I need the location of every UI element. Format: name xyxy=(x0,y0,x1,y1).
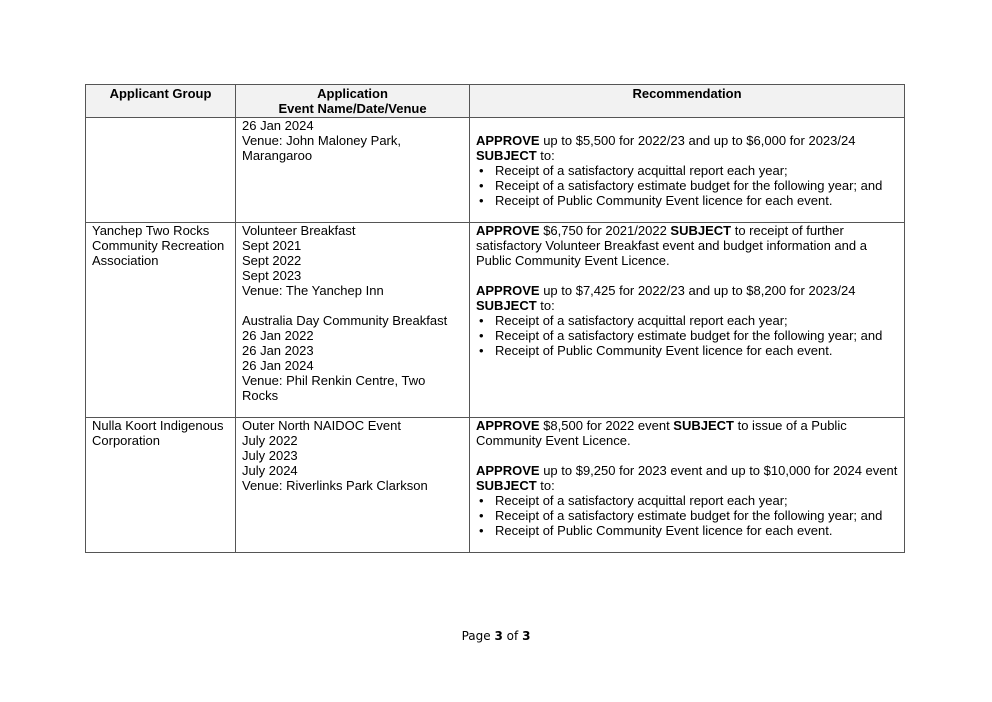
table-header-row xyxy=(86,85,905,118)
subject-text: to: xyxy=(536,298,555,313)
subject-text: Public Community Event Licence. xyxy=(476,253,670,268)
page-total: 3 xyxy=(522,629,531,643)
list-item: • Receipt of Public Community Event licence for each event. xyxy=(476,343,898,358)
recommendation-approve-paragraph xyxy=(476,133,898,163)
approve-keyword: APPROVE xyxy=(476,418,540,433)
event-line: July 2022 xyxy=(242,433,298,448)
event-line: 26 Jan 2024 xyxy=(242,118,314,133)
header-applicant-label: Applicant Group xyxy=(109,86,212,101)
applicant-cell xyxy=(86,223,236,418)
event-line: Australia Day Community Breakfast xyxy=(242,313,448,328)
subject-text: to: xyxy=(536,148,555,163)
list-item: • Receipt of a satisfactory acquittal report each year; xyxy=(476,163,898,178)
event-line: Sept 2022 xyxy=(242,253,302,268)
recommendation-first-paragraph xyxy=(476,223,898,268)
list-item: • Receipt of a satisfactory acquittal report each year; xyxy=(476,493,898,508)
event-line: Outer North NAIDOC Event xyxy=(242,418,401,433)
event-line: Sept 2023 xyxy=(242,268,302,283)
event-line: Rocks xyxy=(242,388,279,403)
grants-table xyxy=(85,84,905,553)
approve-text: $6,750 for 2021/2022 xyxy=(539,223,671,238)
subject-keyword: SUBJECT xyxy=(673,418,734,433)
event-line: July 2024 xyxy=(242,463,298,478)
header-application xyxy=(236,85,470,118)
event-cell xyxy=(236,118,470,223)
event-cell xyxy=(236,418,470,553)
event-line: 26 Jan 2022 xyxy=(242,328,314,343)
conditions-list xyxy=(476,493,898,538)
conditions-list xyxy=(476,313,898,358)
approve-keyword: APPROVE xyxy=(476,133,540,148)
header-applicant-group xyxy=(86,85,236,118)
applicant-line: Nulla Koort Indigenous xyxy=(92,418,224,433)
event-line: Marangaroo xyxy=(242,148,313,163)
subject-keyword: SUBJECT xyxy=(476,298,537,313)
applicant-line: Corporation xyxy=(92,433,160,448)
list-item: • Receipt of a satisfactory acquittal report each year; xyxy=(476,313,898,328)
subject-text: satisfactory Volunteer Breakfast event and budget information and a xyxy=(476,238,867,253)
approve-text: $8,500 for 2022 event xyxy=(539,418,674,433)
recommendation-approve-paragraph xyxy=(476,283,898,313)
approve-text: up to $7,425 for 2022/23 and up to $8,200 for 2023/24 xyxy=(539,283,856,298)
list-item: • Receipt of a satisfactory estimate budget for the following year; and xyxy=(476,508,898,523)
applicant-line: Community Recreation xyxy=(92,238,225,253)
subject-keyword: SUBJECT xyxy=(670,223,732,238)
recommendation-approve-paragraph xyxy=(476,463,898,493)
applicant-line: Association xyxy=(92,253,159,268)
subject-keyword: SUBJECT xyxy=(476,148,537,163)
approve-keyword: APPROVE xyxy=(476,283,540,298)
header-recommendation xyxy=(470,85,905,118)
event-line: Venue: John Maloney Park, xyxy=(242,133,401,148)
applicant-cell xyxy=(86,418,236,553)
list-item: • Receipt of a satisfactory estimate budget for the following year; and xyxy=(476,178,898,193)
event-line: Venue: The Yanchep Inn xyxy=(242,283,384,298)
subject-keyword: SUBJECT xyxy=(476,478,537,493)
event-line: Volunteer Breakfast xyxy=(242,223,356,238)
recommendation-cell xyxy=(470,418,905,553)
approve-text: up to $5,500 for 2022/23 and up to $6,000 for 2023/24 xyxy=(539,133,856,148)
recommendation-cell xyxy=(470,223,905,418)
page-current: 3 xyxy=(494,629,503,643)
approve-text: up to $9,250 for 2023 event and up to $10,000 for 2024 event xyxy=(539,463,898,478)
header-application-line1: Application xyxy=(317,86,388,101)
applicant-line: Yanchep Two Rocks xyxy=(92,223,210,238)
event-line: 26 Jan 2023 xyxy=(242,343,314,358)
conditions-list xyxy=(476,163,898,208)
list-item: • Receipt of Public Community Event licence for each event. xyxy=(476,193,898,208)
applicant-cell xyxy=(86,118,236,223)
approve-keyword: APPROVE xyxy=(476,463,540,478)
event-cell xyxy=(236,223,470,418)
page-of: of xyxy=(506,629,519,643)
table-row xyxy=(86,118,905,223)
event-line: Venue: Riverlinks Park Clarkson xyxy=(242,478,428,493)
table-row xyxy=(86,418,905,553)
event-line: 26 Jan 2024 xyxy=(242,358,314,373)
page-footer xyxy=(0,629,992,643)
subject-text: to receipt of further xyxy=(731,223,844,238)
subject-text: to: xyxy=(536,478,555,493)
list-item: • Receipt of Public Community Event licence for each event. xyxy=(476,523,898,538)
event-line: Venue: Phil Renkin Centre, Two xyxy=(242,373,426,388)
recommendation-first-paragraph xyxy=(476,418,898,448)
header-recommendation-label: Recommendation xyxy=(632,86,742,101)
recommendation-cell xyxy=(470,118,905,223)
header-application-line2: Event Name/Date/Venue xyxy=(278,101,427,116)
list-item: • Receipt of a satisfactory estimate budget for the following year; and xyxy=(476,328,898,343)
table-row xyxy=(86,223,905,418)
approve-keyword: APPROVE xyxy=(476,223,540,238)
subject-text: to issue of a Public xyxy=(733,418,847,433)
page-label: Page xyxy=(461,629,491,643)
event-line: Sept 2021 xyxy=(242,238,302,253)
event-line: July 2023 xyxy=(242,448,298,463)
subject-text: Community Event Licence. xyxy=(476,433,631,448)
